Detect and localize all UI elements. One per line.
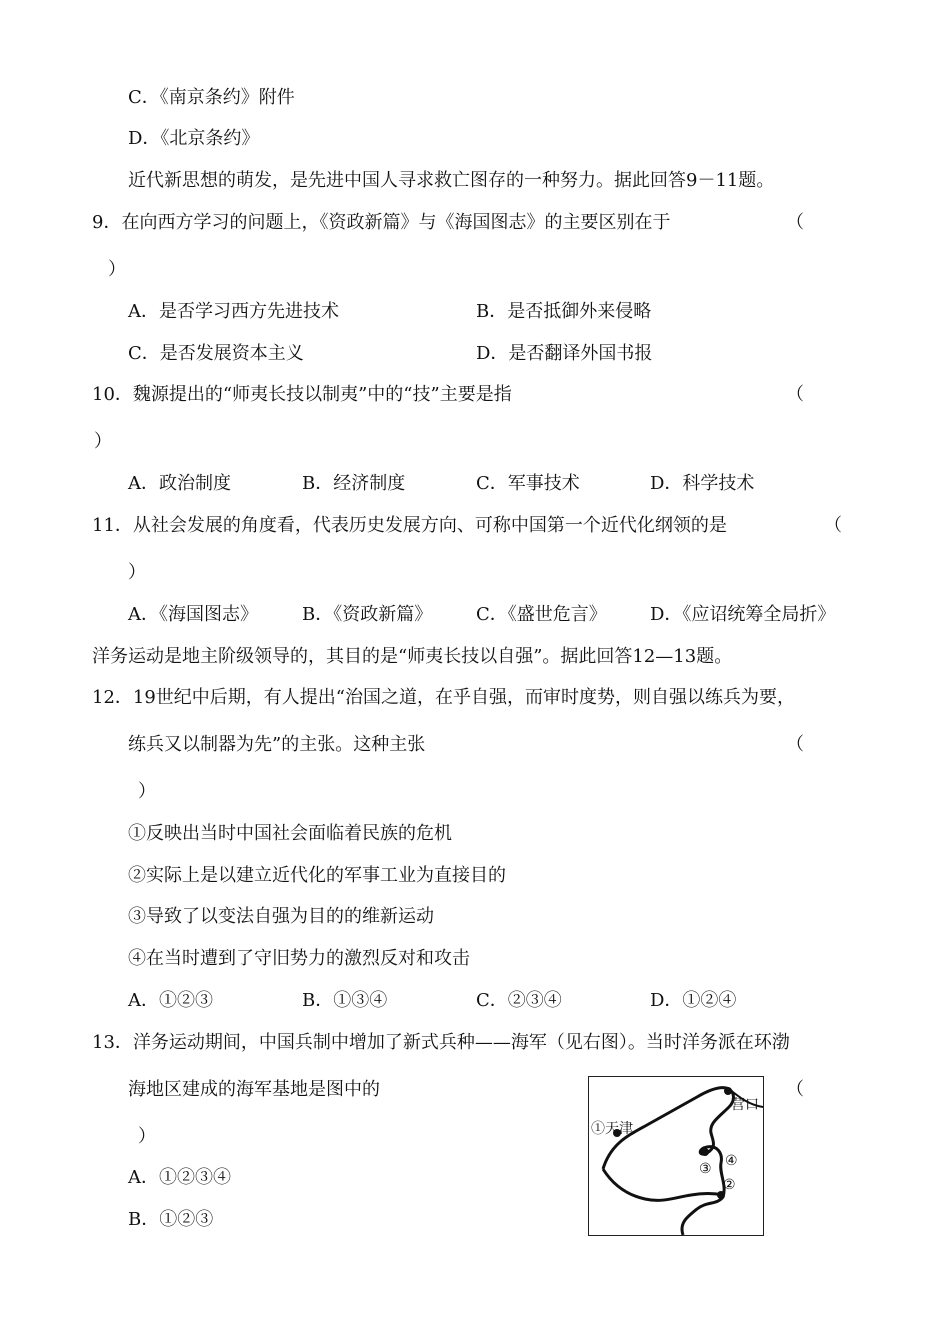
q12-statement-1: ①反映出当时中国社会面临着民族的危机 [128,823,452,844]
q12-statement-2: ②实际上是以建立近代化的军事工业为直接目的 [128,865,506,886]
q12-option-b: B．①③④ [302,990,388,1011]
answer-paren-left-10: （ [786,384,804,405]
map-label-3: ③ [699,1161,712,1177]
answer-paren-right-13: ） [138,1126,156,1147]
q10-option-c: C．军事技术 [476,473,580,494]
map-label-yingkou: 营口 [731,1097,759,1113]
bohai-map-figure [588,1076,764,1236]
q9-option-a: A．是否学习西方先进技术 [128,301,339,322]
q9-option-b: B．是否抵御外来侵略 [476,301,652,322]
answer-paren-left-9: （ [786,212,804,233]
map-label-tianjin: ①天津 [591,1121,633,1137]
q12-statement-4: ④在当时遭到了守旧势力的激烈反对和攻击 [128,948,470,969]
question-13-line1: 13．洋务运动期间，中国兵制中增加了新式兵种——海军（见右图）。当时洋务派在环渤 [92,1032,790,1053]
q11-option-b: B．《资政新篇》 [302,604,433,625]
q12-option-c: C．②③④ [476,990,562,1011]
answer-paren-right-12: ） [138,781,156,802]
answer-paren-right-11: ） [128,562,146,583]
answer-paren-right-9: ） [108,259,126,280]
question-10: 10．魏源提出的“师夷长技以制夷”中的“技”主要是指 [92,384,512,405]
site-3-dot [701,1148,709,1156]
q12-option-a: A．①②③ [128,990,213,1011]
map-label-2: ② [723,1177,736,1193]
q11-option-c: C．《盛世危言》 [476,604,607,625]
question-9: 9．在向西方学习的问题上，《资政新篇》与《海国图志》的主要区别在于 [92,212,671,233]
answer-paren-left-11: （ [824,515,842,536]
q9-option-c: C．是否发展资本主义 [128,343,304,364]
answer-paren-left-12: （ [786,734,804,755]
q12-statement-3: ③导致了以变法自强为目的的维新运动 [128,906,434,927]
q10-option-d: D．科学技术 [650,473,755,494]
map-label-4: ④ [725,1153,738,1169]
q13-option-a: A．①②③④ [128,1167,231,1188]
q12-option-d: D．①②④ [650,990,737,1011]
question-12-line1: 12．19世纪中后期，有人提出“治国之道，在乎自强，而审时度势，则自强以练兵为要， [92,687,796,708]
option-d-prev: D．《北京条约》 [128,128,260,149]
q11-option-d: D．《应诏统筹全局折》 [650,604,836,625]
yingkou-dot [724,1087,732,1095]
section-intro-9-11: 近代新思想的萌发，是先进中国人寻求救亡图存的一种努力。据此回答9－11题。 [128,170,775,191]
q9-option-d: D．是否翻译外国书报 [476,343,653,364]
q13-option-b: B．①②③ [128,1209,214,1230]
q11-option-a: A．《海国图志》 [128,604,258,625]
question-13-line2: 海地区建成的海军基地是图中的 [128,1079,380,1100]
answer-paren-left-13: （ [786,1079,804,1100]
answer-paren-right-10: ） [94,431,112,452]
section-intro-12-13: 洋务运动是地主阶级领导的，其目的是“师夷长技以自强”。据此回答12—13题。 [92,646,733,667]
q10-option-a: A．政治制度 [128,473,231,494]
question-12-line2: 练兵又以制器为先”的主张。这种主张 [128,734,426,755]
q10-option-b: B．经济制度 [302,473,406,494]
question-11: 11．从社会发展的角度看，代表历史发展方向、可称中国第一个近代化纲领的是 [92,515,727,536]
option-c-prev: C．《南京条约》附件 [128,87,295,108]
